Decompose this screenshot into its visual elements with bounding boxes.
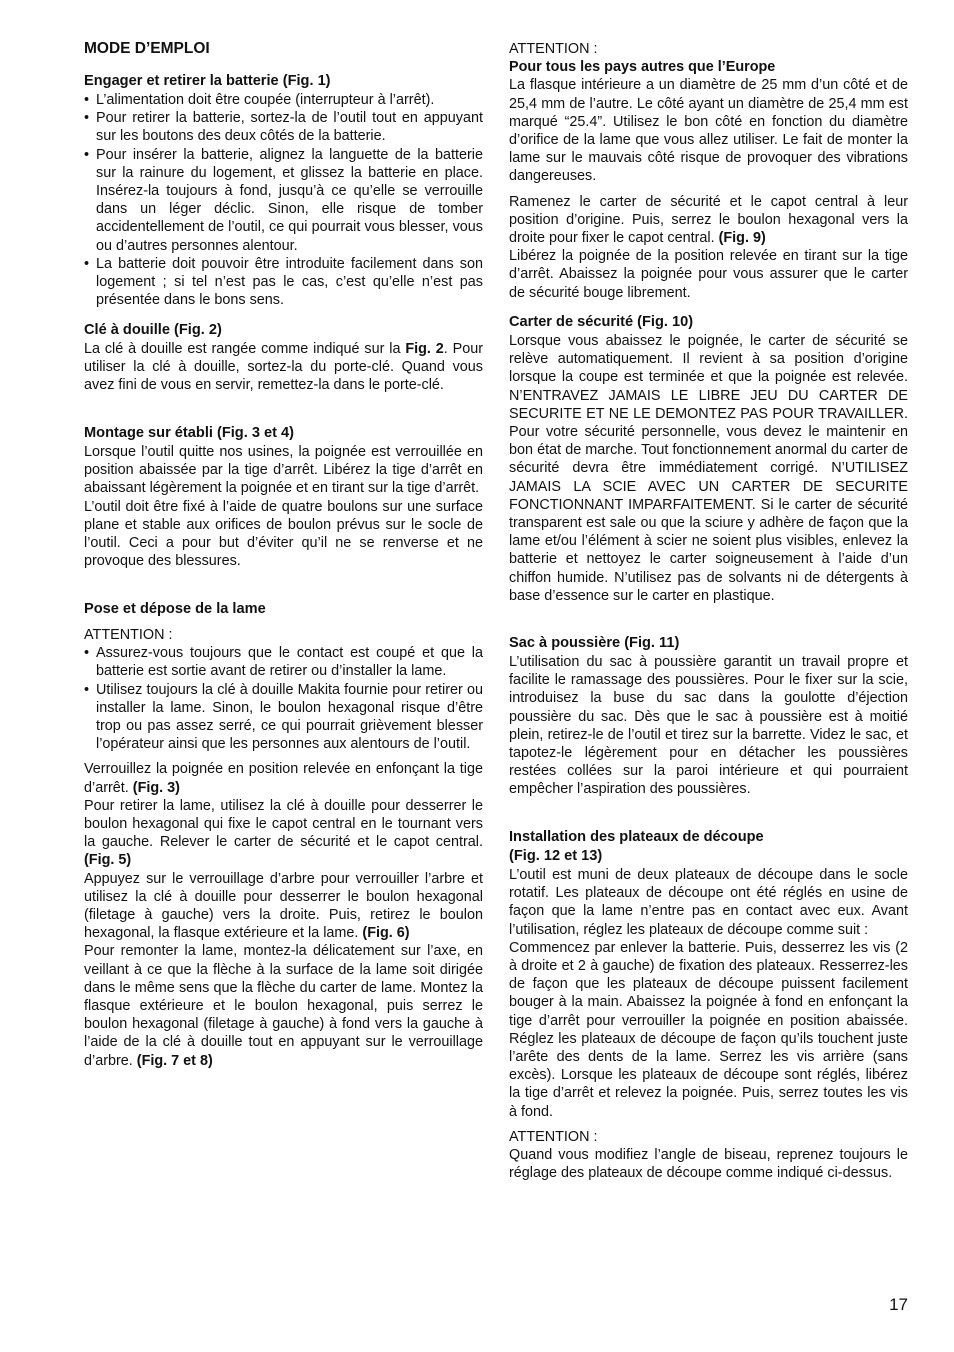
paragraph: L’outil est muni de deux plateaux de découpe dans le socle rotatif. Les plateaux de découpe ont été réglés en usine de façon que la lame n’entre pas en contact avec eux. Avant l’utilisation, réglez les plateaux de découpe comme suit : <box>509 867 908 938</box>
paragraph <box>84 760 483 796</box>
figure-reference: (Fig. 6) <box>362 925 410 942</box>
attention-label: ATTENTION : <box>84 627 173 643</box>
paragraph <box>84 797 483 870</box>
figure-reference: (Fig. 7 et 8) <box>136 1052 213 1069</box>
section-flange-attention <box>509 40 908 302</box>
list-item: • Pour insérer la batterie, alignez la languette de la batterie sur la rainure du logement, et glissez la batterie en place. Insérez-la toujours à fond, jusqu’à ce qu’elle se verrouille dans un léger déclic. Sinon, elle risque de tomber accidentellement de l’outil, ce qui pourrait vous blesser, vous ou d’autres personnes alentour. <box>84 146 483 255</box>
subheading: Pour tous les pays autres que l’Europe <box>509 59 776 76</box>
paragraph-text: Ramenez le carter de sécurité et le capot central à leur position d’origine. Puis, serrez le boulon hexagonal vers la droite pour fixer le capot central. <box>509 193 908 247</box>
paragraph-text: La clé à douille est rangée comme indiqué sur la <box>84 341 401 357</box>
attention-label: ATTENTION : <box>509 1128 598 1145</box>
section-heading: Carter de sécurité (Fig. 10) <box>509 314 694 330</box>
section-heading: Montage sur établi (Fig. 3 et 4) <box>84 425 295 441</box>
section-heading: Pose et dépose de la lame <box>84 601 266 617</box>
figure-reference: (Fig. 3) <box>132 779 180 796</box>
paragraph-text: Pour remonter la lame, montez-la délicatement sur l’axe, en veillant à ce que la flèche à la surface de la lame soit dirigée dans le même sens que la flèche du carter de lame. Montez la flasque extérieure et le boulon hexagonal, puis serrez le boulon hexagonal (filetage à gauche) à fond vers la gauche à l’aide de la clé à douille tout en appuyant sur le verrouillage d’arbre. <box>84 943 483 1069</box>
paragraph: Commencez par enlever la batterie. Puis, desserrez les vis (2 à droite et 2 à gauche) de fixation des plateaux. Resserrez-les de façon que les plateaux de découpe puissent facilement bouger à la main. Abaissez la poignée à fond en enfonçant la tige d’arrêt pour verrouiller la poignée en position abaissée. Réglez les plateaux de découpe de façon qu’ils touchent juste l’arête des dents de la lame. Serrez les vis arrière (sans excès). Lorsque les plateaux de découpe sont réglés, libérez la tige d’arrêt et relevez la poignée. Puis, serrez toutes les vis à fond. <box>509 939 908 1120</box>
figure-reference: (Fig. 5) <box>84 852 132 869</box>
paragraph: L’outil doit être fixé à l’aide de quatre boulons sur une surface plane et stable aux orifices de boulon prévus sur le socle de l’outil. Ceci a pour but d’éviter qu’il ne se renverse et ne provoque des blessures. <box>84 498 483 570</box>
section-heading: (Fig. 12 et 13) <box>509 848 603 864</box>
paragraph-text: . Pour utiliser la clé à douille, sortez-la du porte-clé. Quand vous avez fini de vous en servir, remettez-la dans le porte-clé. <box>84 341 483 394</box>
paragraph <box>509 193 908 248</box>
section-heading: Engager et retirer la batterie (Fig. 1) <box>84 73 331 89</box>
section-kerf-boards <box>509 828 908 1182</box>
list-item: • L’alimentation doit être coupée (interrupteur à l’arrêt). <box>84 91 483 109</box>
list-item: • Pour retirer la batterie, sortez-la de l’outil tout en appuyant sur les boutons des deux côtés de la batterie. <box>84 109 483 145</box>
section-battery <box>84 72 483 309</box>
paragraph: Lorsque vous abaissez le poignée, le carter de sécurité se relève automatiquement. Il revient à sa position d’origine lorsque la coupe est terminée et que la poignée est relevée. N’ENTRAVEZ JAMAIS LE LIBRE JEU DU CARTER DE SECURITE ET NE LE DEMONTEZ PAS POUR TRAVAILLER. Pour votre sécurité personnelle, vous devez le maintenir en bon état de marche. Tout fonctionnement anormal du carter de sécurité devra être immédiatement corrigé. N’UTILISEZ JAMAIS LA SCIE AVEC UN CARTER DE SECURITE FONCTIONNANT IMPARFAITEMENT. Si le carter de sécurité transparent est sale ou que la sciure y adhère de façon que la lame et/ou l’élément à scier ne soient plus visibles, enlevez la batterie et nettoyez le carter soigneusement à l’aide d’un chiffon humide. N’utilisez pas de solvants ni de détergents à base d’essence sur le carter en plastique. <box>509 333 908 604</box>
list-item: • Utilisez toujours la clé à douille Makita fournie pour retirer ou installer la lame. Sinon, le boulon hexagonal risque d’être trop ou pas assez serré, ce qui pourrait grièvement blesser l’opérateur ainsi que les personnes aux alentours de l’outil. <box>84 681 483 754</box>
paragraph <box>84 870 483 943</box>
paragraph-text: Verrouillez la poignée en position relevée en enfonçant la tige d’arrêt. <box>84 761 483 796</box>
attention-label: ATTENTION : <box>509 41 598 57</box>
section-socket-wrench <box>84 321 483 395</box>
paragraph: La flasque intérieure a un diamètre de 25 mm d’un côté et de 25,4 mm de l’autre. Le côté ayant un diamètre de 25,4 mm est marqué “25.4”. Utilisez le bon côté en fonction du diamètre d’orifice de la lame que vous allez utiliser. Le fait de monter la lame sur le mauvais côté risque de provoquer des vibrations dangereuses. <box>509 77 908 185</box>
bullet-list <box>84 91 483 309</box>
section-heading: Clé à douille (Fig. 2) <box>84 322 222 338</box>
section-heading: Installation des plateaux de découpe <box>509 829 764 845</box>
figure-reference: Fig. 2 <box>405 341 444 357</box>
paragraph-text: Pour retirer la lame, utilisez la clé à douille pour desserrer le boulon hexagonal qui fixe le capot central en le tournant vers la gauche. Relever le carter de sécurité et le capot central. <box>84 797 483 851</box>
section-safety-guard <box>509 313 908 605</box>
list-item: • La batterie doit pouvoir être introduite facilement dans son logement ; si tel n’est pas le cas, c’est qu’elle n’est pas présentée dans le bons sens. <box>84 255 483 310</box>
section-blade <box>84 600 483 1070</box>
page-title: MODE D’EMPLOI <box>84 40 210 57</box>
paragraph: Libérez la poignée de la position relevée en tirant sur la tige d’arrêt. Abaissez la poignée pour vous assurer que le carter de sécurité bouge librement. <box>509 248 908 301</box>
bullet-list <box>84 644 483 753</box>
paragraph <box>84 942 483 1069</box>
paragraph: L’utilisation du sac à poussière garantit un travail propre et facilite le ramassage des poussières. Pour le fixer sur la scie, introduisez la buse du sac dans la goulotte d’éjection poussière du sac. Dès que le sac à poussière est à moitié plein, retirez-le de l’outil et tirez sur la barrette. Videz le sac, et tapotez-le légèrement pour en détacher les poussières restées collées sur la paroi intérieure et qui pourraient empêcher l’aspiration des poussières. <box>509 654 908 798</box>
section-dust-bag <box>509 634 908 799</box>
figure-reference: (Fig. 9) <box>718 230 766 247</box>
paragraph: Lorsque l’outil quitte nos usines, la poignée est verrouillée en position abaissée par la tige d’arrêt. Libérez la tige d’arrêt en abaissant légèrement la poignée et en tirant sur la tige d’arrêt. <box>84 444 483 497</box>
page-number: 17 <box>889 1295 908 1314</box>
paragraph <box>84 340 483 395</box>
paragraph-text: Appuyez sur le verrouillage d’arbre pour verrouiller l’arbre et utilisez la clé à douille pour desserrer le boulon hexagonal (filetage à gauche) vers la droite. Puis, retirez le boulon hexagonal, la flasque extérieure et la lame. <box>84 870 483 942</box>
list-item: • Assurez-vous toujours que le contact est coupé et que la batterie est sortie avant de retirer ou d’installer la lame. <box>84 644 483 680</box>
section-bench-mounting <box>84 424 483 570</box>
paragraph: Quand vous modifiez l’angle de biseau, reprenez toujours le réglage des plateaux de découpe comme indiqué ci-dessus. <box>509 1147 908 1182</box>
section-heading: Sac à poussière (Fig. 11) <box>509 635 680 651</box>
